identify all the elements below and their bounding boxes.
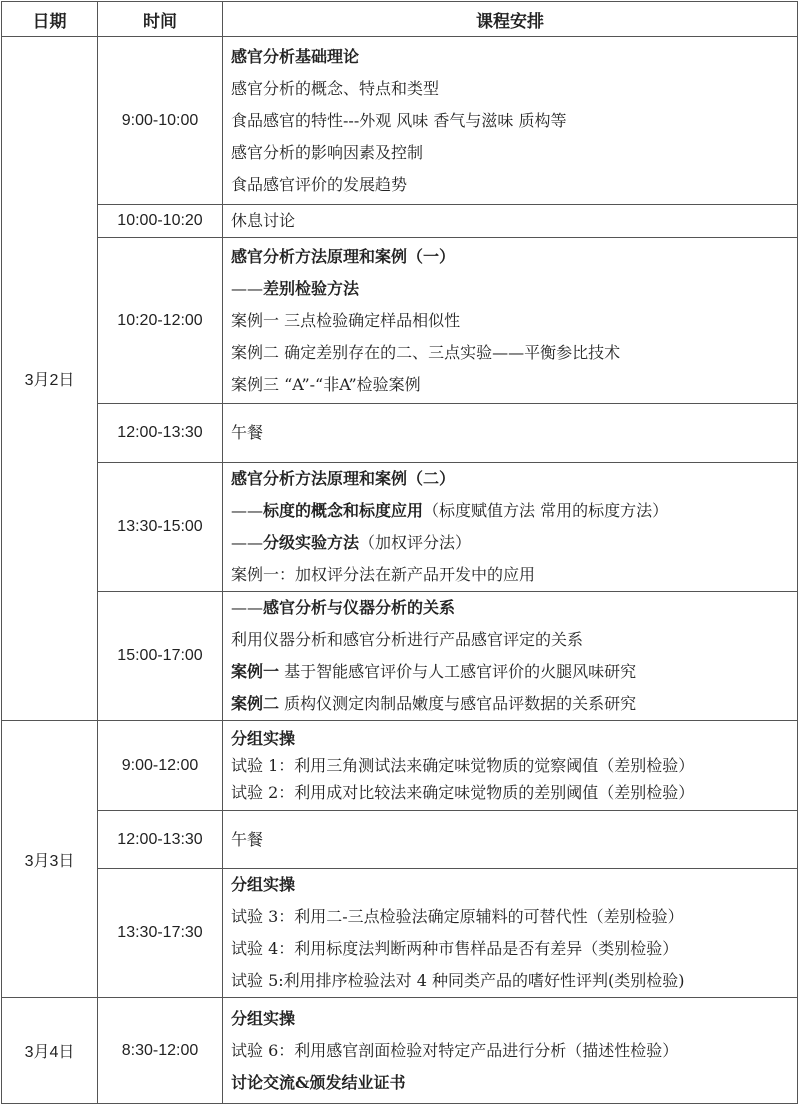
table-row (2, 404, 798, 463)
content-line (231, 869, 797, 901)
content-cell (223, 463, 798, 592)
bold-text: 分组实操 (231, 875, 296, 894)
header-date: 日期 (2, 2, 98, 37)
content-line (231, 779, 797, 806)
content-line (231, 337, 797, 369)
text: 试验 4：利用标度法判断两种市售样品是否有差异（类别检验） (231, 939, 679, 958)
bold-text: 感官分析方法原理和案例（一） (231, 246, 456, 266)
text: 感官分析的影响因素及控制 (231, 142, 424, 162)
table-row (2, 205, 798, 238)
header-time: 时间 (98, 2, 223, 37)
text: —— (231, 501, 263, 520)
time-cell: 9:00-10:00 (98, 37, 223, 205)
time-cell: 9:00-12:00 (98, 721, 223, 811)
text: 案例二 确定差别存在的二、三点实验——平衡参比技术 (231, 342, 621, 362)
content-cell (223, 404, 798, 463)
date-cell: 3月3日 (2, 721, 98, 998)
content-line (231, 1003, 797, 1035)
content-line (231, 1067, 797, 1099)
content-line (231, 592, 797, 624)
bold-text: 分组实操 (231, 729, 296, 748)
header-row (2, 2, 798, 37)
time-cell: 12:00-13:30 (98, 404, 223, 463)
content-line (231, 688, 797, 720)
content-line (231, 73, 797, 105)
text: 试验 3：利用二-三点检验法确定原辅料的可替代性（差别检验） (231, 907, 684, 926)
bold-text: 标度的概念和标度应用 (263, 501, 424, 520)
text: 质构仪测定肉制品嫩度与感官品评数据的关系研究 (279, 694, 637, 713)
content-line (231, 105, 797, 137)
table-row (2, 37, 798, 205)
time-cell: 15:00-17:00 (98, 592, 223, 721)
bold-text: 感官分析与仪器分析的关系 (263, 598, 456, 617)
content-cell (223, 592, 798, 721)
content-line (231, 656, 797, 688)
content-cell (223, 998, 798, 1104)
text: 试验 2：利用成对比较法来确定味觉物质的差别阈值（差别检验） (231, 783, 695, 802)
table-row (2, 998, 798, 1104)
text: —— (231, 598, 263, 617)
content-cell (223, 811, 798, 869)
text: 午餐 (231, 423, 264, 442)
bold-text: 案例一 (231, 662, 280, 681)
content-line (231, 1035, 797, 1067)
text: 基于智能感官评价与人工感官评价的火腿风味研究 (279, 662, 637, 681)
content-line (231, 463, 797, 495)
table-row (2, 238, 798, 404)
time-cell: 12:00-13:30 (98, 811, 223, 869)
text: —— (231, 533, 263, 552)
text: 食品感官的特性---外观 风味 香气与滋味 质构等 (231, 110, 567, 130)
content-line (231, 169, 797, 201)
content-line (231, 559, 797, 591)
content-cell (223, 869, 798, 998)
bold-text: 分级实验方法 (263, 533, 360, 552)
table-row (2, 463, 798, 592)
content-line (231, 305, 797, 337)
bold-text: 感官分析基础理论 (231, 46, 360, 66)
text: 试验 5:利用排序检验法对 4 种同类产品的嗜好性评判(类别检验) (231, 971, 685, 990)
text: 感官分析的概念、特点和类型 (231, 78, 440, 98)
date-cell: 3月2日 (2, 37, 98, 721)
time-cell: 13:30-17:30 (98, 869, 223, 998)
time-cell: 13:30-15:00 (98, 463, 223, 592)
content-line (231, 241, 797, 273)
text: （加权评分法） (359, 533, 472, 552)
content-line (231, 965, 797, 997)
content-line (231, 901, 797, 933)
text: 利用仪器分析和感官分析进行产品感官评定的关系 (231, 630, 584, 649)
content-line (231, 527, 797, 559)
content-line (231, 933, 797, 965)
content-line (231, 41, 797, 73)
text: 午餐 (231, 829, 264, 849)
text: 试验 6：利用感官剖面检验对特定产品进行分析（描述性检验） (231, 1040, 679, 1060)
text: 休息讨论 (231, 211, 296, 230)
content-line (231, 725, 797, 752)
schedule-table (1, 1, 798, 1104)
table-row (2, 721, 798, 811)
text: 食品感官评价的发展趋势 (231, 174, 408, 194)
header-content: 课程安排 (223, 2, 798, 37)
bold-text: 案例二 (231, 694, 280, 713)
content-line (231, 752, 797, 779)
text: 试验 1：利用三角测试法来确定味觉物质的觉察阈值（差别检验） (231, 756, 695, 775)
text: 案例一：加权评分法在新产品开发中的应用 (231, 565, 536, 584)
content-line (231, 824, 797, 856)
content-line (231, 417, 797, 449)
content-cell (223, 205, 798, 238)
date-cell: 3月4日 (2, 998, 98, 1104)
bold-text: 感官分析方法原理和案例（二） (231, 469, 456, 488)
text: 案例三 “A”-“非A”检验案例 (231, 374, 421, 394)
content-line (231, 273, 797, 305)
content-line (231, 205, 797, 237)
content-cell (223, 721, 798, 811)
content-line (231, 624, 797, 656)
content-cell (223, 238, 798, 404)
time-cell: 8:30-12:00 (98, 998, 223, 1104)
bold-text: 分组实操 (231, 1008, 296, 1028)
time-cell: 10:20-12:00 (98, 238, 223, 404)
table-row (2, 869, 798, 998)
content-line (231, 137, 797, 169)
text: 案例一 三点检验确定样品相似性 (231, 310, 461, 330)
bold-text: 差别检验方法 (263, 278, 360, 298)
table-row (2, 811, 798, 869)
table-row (2, 592, 798, 721)
time-cell: 10:00-10:20 (98, 205, 223, 238)
content-line (231, 369, 797, 401)
text: （标度赋值方法 常用的标度方法） (423, 501, 669, 520)
text: —— (231, 278, 263, 298)
bold-text: 讨论交流&颁发结业证书 (231, 1072, 406, 1092)
content-line (231, 495, 797, 527)
content-cell (223, 37, 798, 205)
